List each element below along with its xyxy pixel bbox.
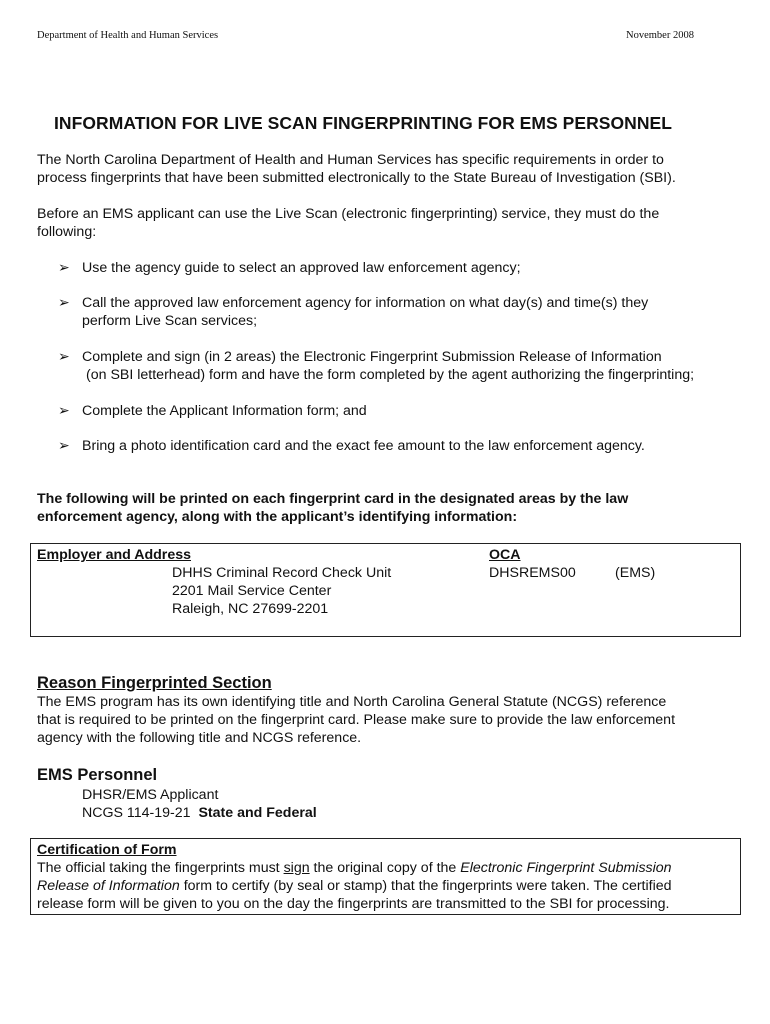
arrow-bullet-icon: ➢ [58, 294, 70, 310]
employer-address-2: 2201 Mail Service Center [172, 583, 332, 599]
ems-scope: State and Federal [198, 805, 317, 821]
bullet-item-3-line-2: (on SBI letterhead) form and have the form completed by the agent authorizing the fingerprinting; [86, 367, 695, 383]
following-line-2: enforcement agency, along with the applicant’s identifying information: [37, 509, 518, 525]
cert-text: the original copy of the [309, 860, 461, 876]
ems-applicant: DHSR/EMS Applicant [82, 787, 219, 803]
arrow-bullet-icon: ➢ [58, 437, 70, 453]
ems-heading: EMS Personnel [37, 766, 158, 784]
employer-address-1: DHHS Criminal Record Check Unit [172, 565, 392, 581]
ems-ncgs: NCGS 114-19-21 [82, 805, 191, 821]
following-line-1: The following will be printed on each fingerprint card in the designated areas by the law [37, 491, 629, 507]
cert-form-name: Electronic Fingerprint Submission [460, 860, 672, 876]
header-department: Department of Health and Human Services [37, 30, 219, 41]
cert-sign-word: sign [283, 860, 310, 876]
bullet-item-2-line-2: perform Live Scan services; [82, 313, 258, 329]
header-date: November 2008 [626, 30, 694, 41]
reason-heading: Reason Fingerprinted Section [37, 674, 272, 692]
employer-address-3: Raleigh, NC 27699-2201 [172, 601, 329, 617]
bullet-item-2-line-1: Call the approved law enforcement agency for information on what day(s) and time(s) they [82, 295, 649, 311]
cert-text: form to certify (by seal or stamp) that the fingerprints were taken. The certified [179, 878, 672, 894]
before-line-2: following: [37, 224, 97, 240]
certification-heading: Certification of Form [37, 842, 177, 858]
employer-heading: Employer and Address [37, 547, 192, 563]
certification-line-1 [37, 859, 672, 877]
bullet-item-3-line-1: Complete and sign (in 2 areas) the Electronic Fingerprint Submission Release of Information [82, 349, 662, 365]
page-title: INFORMATION FOR LIVE SCAN FINGERPRINTING FOR EMS PERSONNEL [54, 113, 673, 133]
oca-type: (EMS) [615, 565, 656, 581]
bullet-item-5: Bring a photo identification card and the exact fee amount to the law enforcement agency. [82, 438, 645, 454]
arrow-bullet-icon: ➢ [58, 348, 70, 364]
arrow-bullet-icon: ➢ [58, 259, 70, 275]
bullet-item-1: Use the agency guide to select an approved law enforcement agency; [82, 260, 521, 276]
arrow-bullet-icon: ➢ [58, 402, 70, 418]
certification-line-3: release form will be given to you on the day the fingerprints are transmitted to the SBI for processing. [37, 896, 670, 912]
reason-line-3: agency with the following title and NCGS reference. [37, 730, 362, 746]
oca-code: DHSREMS00 [489, 565, 576, 581]
before-line-1: Before an EMS applicant can use the Live Scan (electronic fingerprinting) service, they must do the [37, 206, 660, 222]
certification-line-2 [37, 877, 672, 895]
ems-ncgs-line [82, 804, 317, 822]
reason-line-2: that is required to be printed on the fingerprint card. Please make sure to provide the law enforcement [37, 712, 676, 728]
oca-heading: OCA [489, 547, 521, 563]
intro-line-2: process fingerprints that have been submitted electronically to the State Bureau of Investigation (SBI). [37, 170, 676, 186]
bullet-item-4: Complete the Applicant Information form; and [82, 403, 367, 419]
cert-form-name: Release of Information [37, 878, 180, 894]
cert-text: The official taking the fingerprints must [37, 860, 284, 876]
intro-line-1: The North Carolina Department of Health and Human Services has specific requirements in order to [37, 152, 664, 168]
reason-line-1: The EMS program has its own identifying title and North Carolina General Statute (NCGS) reference [37, 694, 667, 710]
